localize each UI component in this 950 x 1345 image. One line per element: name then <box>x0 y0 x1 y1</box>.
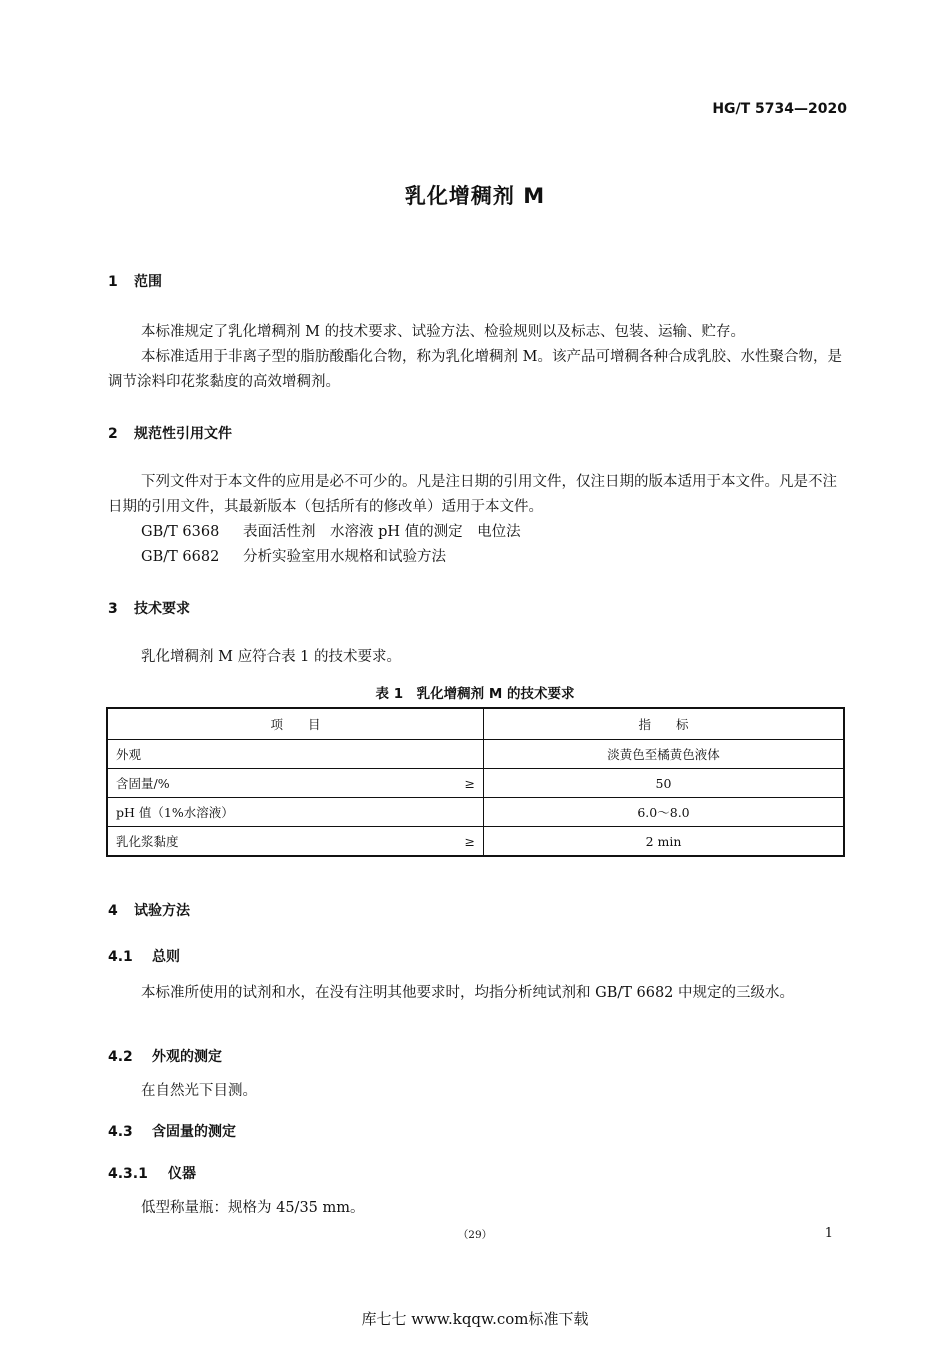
section-title: 含固量的测定 <box>152 1124 236 1140</box>
item-label: 乳化浆黏度 <box>116 834 179 849</box>
standard-number: HG/T 5734—2020 <box>712 101 847 117</box>
section-number: 1 <box>108 274 118 290</box>
technical-requirements-table <box>106 707 845 857</box>
page-number-center: （29） <box>457 1229 493 1241</box>
section-number: 4.3.1 <box>108 1166 148 1182</box>
reference-item <box>141 545 446 566</box>
page-number-right: 1 <box>824 1226 833 1241</box>
table-cell-item <box>107 798 484 827</box>
item-label: 外观 <box>116 747 142 762</box>
reference-title: 表面活性剂 水溶液 pH 值的测定 电位法 <box>243 524 521 540</box>
section-title: 总则 <box>152 949 180 965</box>
operator: ≥ <box>464 775 475 791</box>
operator: ≥ <box>464 833 475 849</box>
section-4-1-heading <box>108 946 180 966</box>
column-header-item: 项 目 <box>107 708 484 740</box>
table-caption: 表 1 乳化增稠剂 M 的技术要求 <box>375 686 575 702</box>
column-header-index: 指 标 <box>484 708 845 740</box>
section-4-1-paragraph: 本标准所使用的试剂和水，在没有注明其他要求时，均指分析纯试剂和 GB/T 6682 中规定的三级水。 <box>141 985 795 1001</box>
footer-watermark: 库七七 www.kqqw.com标准下载 <box>361 1310 589 1328</box>
section-number: 4.1 <box>108 949 133 965</box>
section-2-paragraph-1: 下列文件对于本文件的应用是必不可少的。凡是注日期的引用文件，仅注日期的版本适用于本文件。凡是不注日期的引用文件，其最新版本（包括所有的修改单）适用于本文件。 <box>108 474 837 515</box>
section-number: 4.3 <box>108 1124 133 1140</box>
section-title: 外观的测定 <box>152 1049 222 1065</box>
section-title: 范围 <box>134 274 162 290</box>
section-4-3-1-heading <box>108 1163 196 1183</box>
section-4-2-heading <box>108 1046 222 1066</box>
table-row <box>107 740 844 769</box>
table-header-row <box>107 708 844 740</box>
section-1-heading <box>108 271 162 291</box>
section-title: 规范性引用文件 <box>134 426 232 442</box>
section-1-paragraph-1: 本标准规定了乳化增稠剂 M 的技术要求、试验方法、检验规则以及标志、包装、运输、贮存。 <box>141 324 746 340</box>
table-cell-value: 50 <box>484 769 845 798</box>
document-title: 乳化增稠剂 M <box>404 184 546 208</box>
item-label: 含固量/% <box>116 776 170 791</box>
section-title: 试验方法 <box>134 903 190 919</box>
section-number: 2 <box>108 426 118 442</box>
item-label: pH 值（1%水溶液） <box>116 805 234 820</box>
section-3-heading <box>108 598 190 618</box>
table-cell-value: 淡黄色至橘黄色液体 <box>484 740 845 769</box>
section-4-3-heading <box>108 1121 236 1141</box>
reference-code: GB/T 6682 <box>141 549 220 565</box>
section-title: 技术要求 <box>134 601 190 617</box>
section-1-paragraph-2: 本标准适用于非离子型的脂肪酸酯化合物，称为乳化增稠剂 M。该产品可增稠各种合成乳胶、水性聚合物，是调节涂料印花浆黏度的高效增稠剂。 <box>108 349 842 390</box>
section-3-paragraph-1: 乳化增稠剂 M 应符合表 1 的技术要求。 <box>141 649 402 665</box>
table-cell-item <box>107 769 484 798</box>
table-cell-item <box>107 827 484 857</box>
table-cell-value: 6.0～8.0 <box>484 798 845 827</box>
table-cell-value: 2 min <box>484 827 845 857</box>
reference-item <box>141 520 521 541</box>
section-number: 4 <box>108 903 118 919</box>
table-row <box>107 827 844 857</box>
reference-code: GB/T 6368 <box>141 524 220 540</box>
section-4-2-paragraph: 在自然光下目测。 <box>141 1083 257 1099</box>
section-number: 4.2 <box>108 1049 133 1065</box>
section-2-heading <box>108 423 232 443</box>
table-row <box>107 798 844 827</box>
reference-title: 分析实验室用水规格和试验方法 <box>243 549 446 565</box>
section-4-3-1-paragraph: 低型称量瓶：规格为 45/35 mm。 <box>141 1200 365 1216</box>
section-number: 3 <box>108 601 118 617</box>
section-4-heading <box>108 900 190 920</box>
section-title: 仪器 <box>168 1166 196 1182</box>
table-row <box>107 769 844 798</box>
table-cell-item <box>107 740 484 769</box>
